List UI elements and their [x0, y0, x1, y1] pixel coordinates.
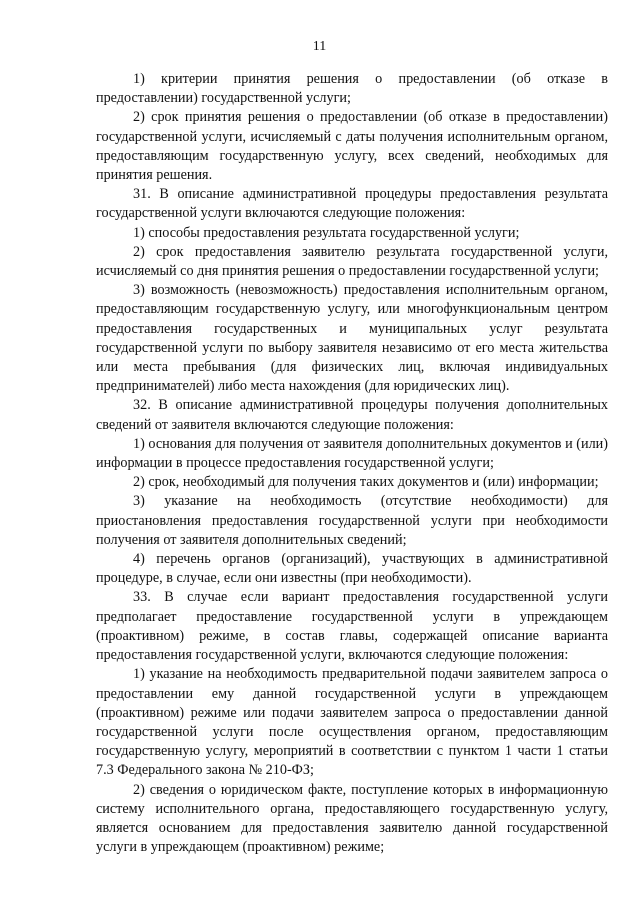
paragraph-31-item-2: 2) срок предоставления заявителю результата государственной услуги, исчисляемый со дня принятия решения о предоставлении государственной услуги; — [96, 243, 608, 280]
paragraph-31-item-3: 3) возможность (невозможность) предоставления исполнительным органом, предоставляющим государственную услугу, или многофункциональным центром предоставления государственных и муниципальных услуг результата государственной услуги по выбору заявителя независимо от его места жительства или места пребывания (для физических лиц, включая индивидуальных предпринимателей) либо места нахождения (для юридических лиц). — [96, 282, 608, 395]
paragraph-32-item-2: 2) срок, необходимый для получения таких документов и (или) информации; — [133, 474, 599, 491]
document-body — [96, 70, 608, 857]
paragraph-30-item-1: 1) критерии принятия решения о предоставлении (об отказе в предоставлении) государственной услуги; — [96, 71, 608, 107]
paragraph-31: 31. В описание административной процедуры предоставления результата государственной услуги включаются следующие положения: — [96, 186, 608, 222]
paragraph-32-item-1: 1) основания для получения от заявителя дополнительных документов и (или) информации в процессе предоставления государственной услуги; — [96, 435, 608, 472]
page-number: 11 — [312, 39, 327, 54]
paragraph-32: 32. В описание административной процедуры получения дополнительных сведений от заявителя включаются следующие положения: — [96, 397, 608, 433]
paragraph-30-item-2: 2) срок принятия решения о предоставлении (об отказе в предоставлении) государственной услуги, исчисляемый с даты получения исполнительным органом, предоставляющим государственную услугу, всех сведений, необходимых для принятия решения. — [96, 109, 608, 184]
paragraph-33: 33. В случае если вариант предоставления государственной услуги предполагает предоставление государственной услуги в упреждающем (проактивном) режиме, в состав главы, содержащей описание варианта предоставления государственной услуги, включаются следующие положения: — [96, 589, 608, 664]
paragraph-32-item-3: 3) указание на необходимость (отсутствие необходимости) для приостановления предоставления государственной услуги при необходимости получения от заявителя дополнительных сведений; — [96, 493, 608, 548]
paragraph-31-item-1: 1) способы предоставления результата государственной услуги; — [133, 224, 520, 241]
paragraph-33-item-2: 2) сведения о юридическом факте, поступление которых в информационную систему исполнительного органа, предоставляющего государственную услугу, является основанием для предоставления заявителю данной государственной услуги в упреждающем (проактивном) режиме; — [96, 781, 608, 856]
paragraph-32-item-4: 4) перечень органов (организаций), участвующих в административной процедуре, в случае, если они известны (при необходимости). — [96, 551, 608, 587]
paragraph-33-item-1: 1) указание на необходимость предварительной подачи заявителем запроса о предоставлении ему данной государственной услуги в упреждающем (проактивном) режиме или подачи заявителем запроса о предоставлении данной государственной услуги после осуществления органом, предоставляющим государственную услугу, мероприятий в соответствии с пунктом 1 части 1 статьи 7.3 Федерального закона № 210-ФЗ; — [96, 666, 608, 779]
